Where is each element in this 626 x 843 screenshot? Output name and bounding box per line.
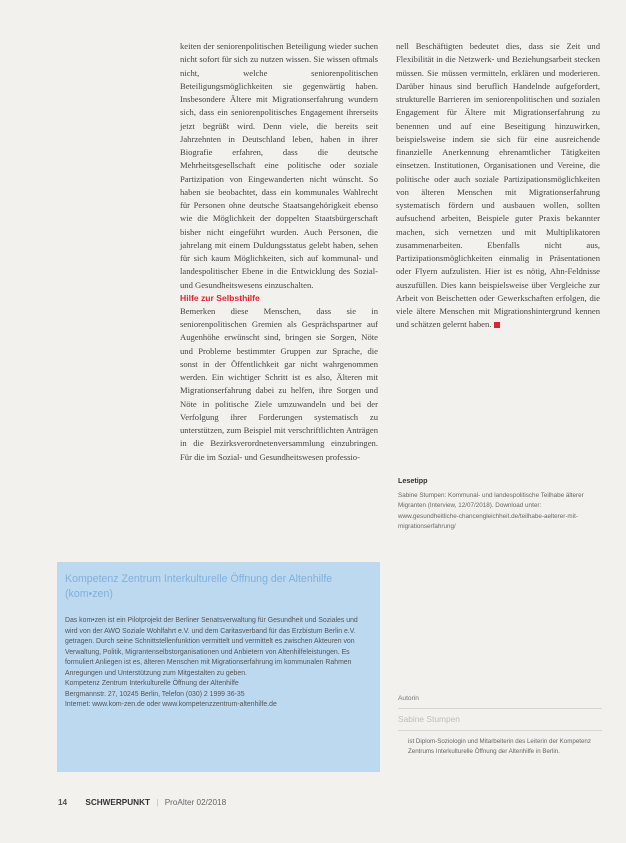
reading-tip xyxy=(398,476,602,532)
reading-tip-text: Sabine Stumpen: Kommunal- und landespolitische Teilhabe älterer Migranten (Interview, 12/07/2018). Download unter: www.gesundheitliche-chancengleichheit.de/teilhabe-aelterer-mit-migrationserfahrung/ xyxy=(398,492,584,530)
author-name: Sabine Stumpen xyxy=(398,709,602,731)
info-box-contact-name: Kompetenz Zentrum Interkulturelle Öffnung der Altenhilfe xyxy=(65,680,239,687)
article-paragraph-text: nell Beschäftigten bedeutet dies, dass sie Zeit und Flexibilität in die Netzwerk- und Beziehungsarbeit stecken müssen. Sie müssen vermitteln, erklären und moderieren. Darüber hinaus sind beruflich Handelnde aufgefordert, strukturelle Barrieren im seniorenpolitischen und sozialen Engagement für Ältere mit Migrationserfahrung zu benennen und auf eine Beseitigung hinzuwirken, beispielsweise indem sie sich für eine ausreichende finanzielle Anerkennung ehrenamtlicher Tätigkeiten einsetzen. Institutionen, Organisationen und Vereine, die politische oder auch soziale Partizipationsmöglichkeiten von älteren Menschen mit Migrationserfahrung systematisch fördern und ausbauen wollen, sollten aufsuchend arbeiten, Beispiele guter Praxis bekannter machen, sich vernetzen und mit Multiplikatoren zusammenarbeiten. Ebenfalls nicht aus, Partizipationsmöglichkeiten einmalig in Präsentationen oder Flyern aufzulisten. Hier ist es nötig, Ahn-Feldnisse auszufüllen. Dies kann beispielsweise über Vergleiche zur Arbeit von Beischetten oder Gewerkschaften erfolgen, die viele ältere Menschen mit Migrationshintergrund kennen und schätzen gelernt haben. xyxy=(396,41,600,330)
article-paragraph: Bemerken diese Menschen, dass sie in seniorenpolitischen Gremien als Gesprächspartner auf Augenhöhe erwünscht sind, bringen sie Sorgen, Nöte und Probleme bestimmter Gruppen zur Sprache, die sonst in der Öffentlichkeit gar nicht wahrgenommen werden. Ein wichtiger Schritt ist es also, Älteren mit Migrationserfahrung dabei zu helfen, ihre Sorgen und Nöte in politische Ziele umzuwandeln und bei der Verfolgung ihrer Forderungen systematisch zu unterstützen, zum Beispiel mit verschriftlichten Anträgen in die Bezirksverordnetenversammlung einzubringen. Für die im Sozial- und Gesundheitswesen professio- xyxy=(180,305,378,462)
footer-issue: ProAlter 02/2018 xyxy=(164,798,227,807)
article-paragraph xyxy=(396,40,600,332)
info-box-internet: Internet: www.kom-zen.de oder www.kompetenzzentrum-altenhilfe.de xyxy=(65,701,277,708)
page-footer xyxy=(58,798,226,807)
end-of-article-icon xyxy=(494,322,500,328)
footer-separator: | xyxy=(156,798,159,807)
info-box-body: Das kom•zen ist ein Pilotprojekt der Berliner Senatsverwaltung für Gesundheit und Soziales und wird von der AWO Soziale Wohlfahrt e.V. und dem Caritasverband für das Erzbistum Berlin e.V. getragen. Durch seine Schnittstellenfunktion vermittelt und vermittelt es zwischen Akteuren von Verwaltung, Politik, Migrantenselbstorganisationen und Anbietern von Altenhilfeleistungen. Es formuliert Anliegen ist es, älteren Menschen mit Migrationserfahrung im kommunalen Rahmen Anregungen und Unterstützung zum Mitgestalten zu geben. xyxy=(65,617,358,677)
article-column-right xyxy=(396,40,600,332)
reading-tip-heading: Lesetipp xyxy=(398,476,428,485)
info-box-title: Kompetenz Zentrum Interkulturelle Öffnung der Altenhilfe (kom•zen) xyxy=(65,573,333,600)
article-column-left xyxy=(180,40,378,464)
author-box xyxy=(398,695,602,756)
article-paragraph: keiten der seniorenpolitischen Beteiligung wieder suchen nicht sofort für sich zu nutzen wissen. Sie wissen oftmals nicht, welche seniorenpolitischen Beteiligungsmöglichkeiten sie gegenwärtig haben. Insbesondere Ältere mit Migrationserfahrung wundern sich, dass ein seniorenpolitisches Engagement ihrerseits jetzt begrüßt wird. Denn viele, die bereits seit Jahrzehnten in Deutschland leben, haben in ihrer Biografie erfahren, dass die deutsche Mehrheitsgesellschaft eine politische oder soziale Partizipation von Eingewanderten nicht wünscht. So haben sie beobachtet, dass ein kommunales Wahlrecht für Personen ohne deutsche Staatsangehörigkeit ebenso wie die Möglichkeit der doppelten Staatsbürgerschaft bisher nicht eingeführt wurden. Auch Personen, die jahrelang mit einem Duldungsstatus gelebt haben, sehen für sich kaum Möglichkeiten, sich auf kommunal- und landespolitischer Ebene in die Entwicklung des Sozial- und Gesundheitswesens einzuschalten. xyxy=(180,41,378,290)
section-subheading: Hilfe zur Selbsthilfe xyxy=(180,292,260,303)
author-label: Autorin xyxy=(398,695,602,709)
author-bio: ist Diplom-Soziologin und Mitarbeiterin des Leiterin der Kompetenz Zentrums Interkulturelle Öffnung der Altenhilfe in Berlin. xyxy=(408,738,591,755)
info-box-address: Bergmannstr. 27, 10245 Berlin, Telefon (030) 2 1999 36-35 xyxy=(65,690,245,698)
footer-section: SCHWERPUNKT xyxy=(85,798,150,807)
page-number: 14 xyxy=(58,798,68,807)
info-box xyxy=(57,562,380,772)
